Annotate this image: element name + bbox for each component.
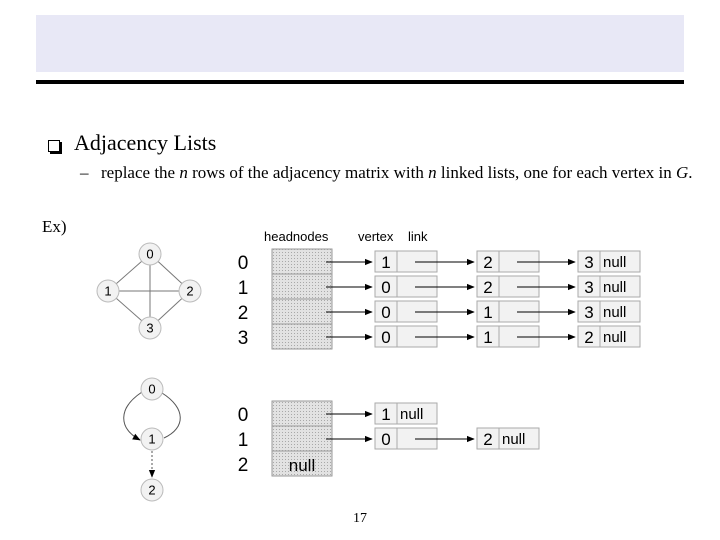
graph2-row-index: 0 [237,405,249,426]
graph2-node-label: 0 [148,381,156,397]
example-label: Ex) [42,217,67,236]
graph2-list-vertex: 1 [381,405,391,424]
graph1-null: null [603,329,627,346]
graph2-null: null [400,406,424,423]
graph1-row-index: 3 [237,328,249,349]
graph1-list-vertex: 1 [483,303,493,322]
graph1-headnode [272,299,332,324]
graph1-list-vertex: 3 [584,303,594,322]
graph1-node-label: 3 [146,320,154,336]
graph1-row-index: 2 [237,303,249,324]
graph1-list-vertex: 1 [381,253,391,272]
dash-bullet: – [80,163,89,182]
graph2-edge [124,392,142,440]
graph2-node-label: 2 [148,482,156,498]
bullet-text: replace the n rows of the adjacency matrix with n linked lists, one for each vertex in G. [101,163,693,182]
graph1-list-vertex: 2 [483,253,493,272]
graph1-node-label: 0 [146,246,154,262]
headnodes-header: headnodes [264,229,329,244]
graph1-list-vertex: 0 [381,303,391,322]
graph1-null: null [603,254,627,271]
graph1-null: null [603,279,627,296]
graph1-headnode [272,249,332,274]
graph2-list-vertex: 0 [381,430,391,449]
graph1-headnode [272,324,332,349]
graph2-edge [162,393,180,438]
graph2-null: null [288,456,316,475]
graph1-list-vertex: 2 [483,278,493,297]
graph1-node-label: 1 [104,283,112,299]
graph1-list-vertex: 2 [584,328,594,347]
page-number: 17 [353,511,367,526]
graph2-headnode [272,426,332,451]
graph1-list-vertex: 3 [584,278,594,297]
graph2-row-index: 1 [237,430,249,451]
graph2-row-index: 2 [237,455,249,476]
graph1-null: null [603,304,627,321]
slide-heading: Adjacency Lists [74,130,217,155]
link-header: link [408,229,428,244]
graph1-node-label: 2 [186,283,194,299]
graph1-list-vertex: 3 [584,253,594,272]
graph1-headnode [272,274,332,299]
graph2-node-label: 1 [148,431,156,447]
vertex-header: vertex [358,229,394,244]
graph1-row-index: 0 [237,253,249,274]
graph1-list-vertex: 0 [381,328,391,347]
graph2-null: null [502,431,526,448]
graph2-list-vertex: 2 [483,430,493,449]
graph2-headnode [272,401,332,426]
graph1-list-vertex: 1 [483,328,493,347]
graph1-row-index: 1 [237,278,249,299]
graph1-list-vertex: 0 [381,278,391,297]
